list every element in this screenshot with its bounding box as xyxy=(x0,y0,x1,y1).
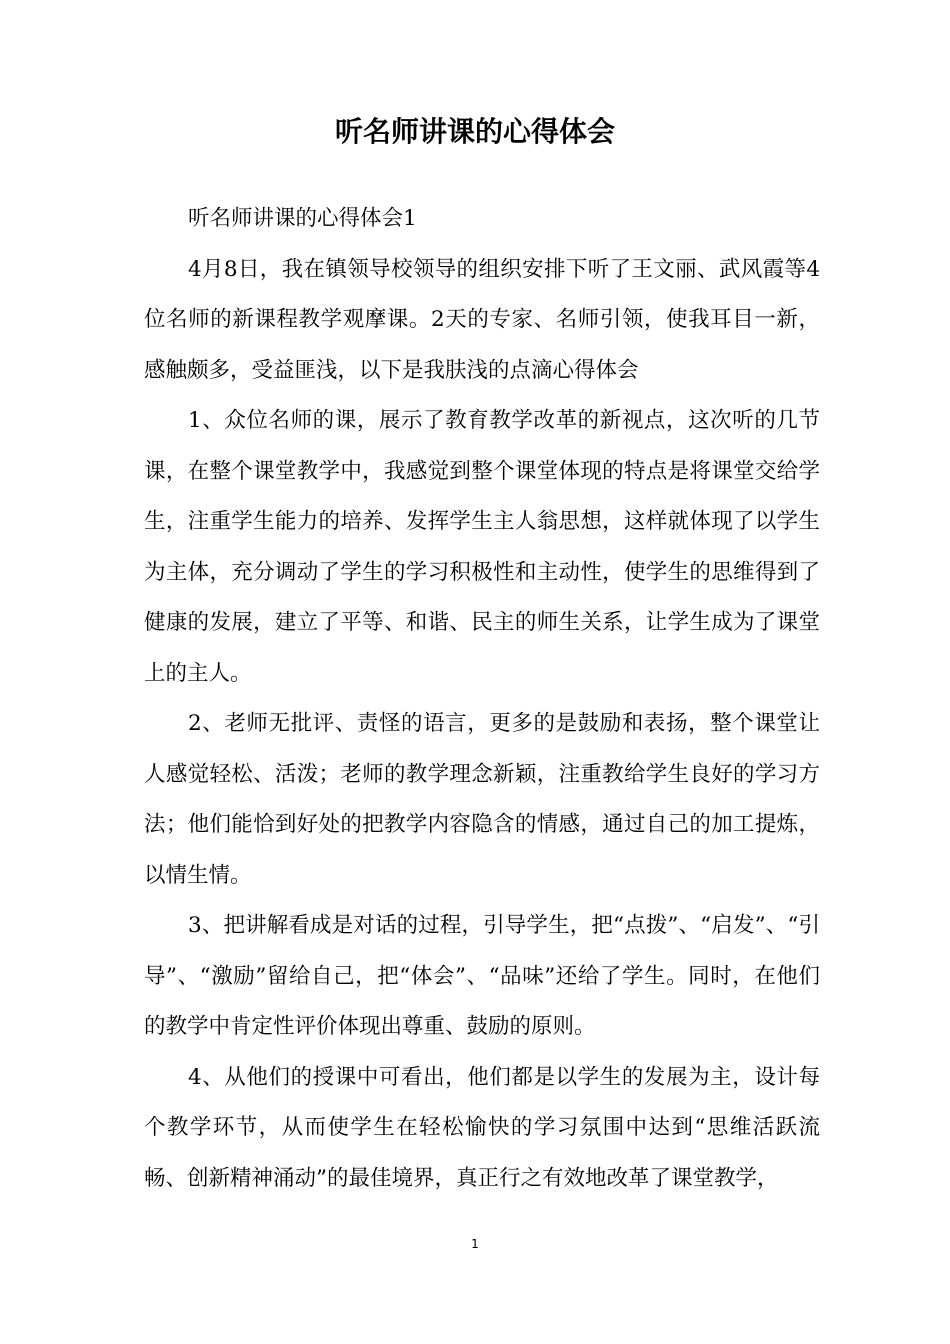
paragraph-point-2: 2、老师无批评、责怪的语言，更多的是鼓励和表扬，整个课堂让人感觉轻松、活泼；老师的教学理念新颖，注重教给学生良好的学习方法；他们能恰到好处的把教学内容隐含的情感，通过自己的加工提炼，以情生情。 xyxy=(144,711,820,888)
document-body xyxy=(144,194,820,1204)
section-heading: 听名师讲课的心得体会1 xyxy=(188,206,417,231)
paragraph-point-1: 1、众位名师的课，展示了教育教学改革的新视点，这次听的几节课，在整个课堂教学中，我感觉到整个课堂体现的特点是将课堂交给学生，注重学生能力的培养、发挥学生主人翁思想，这样就体现了以学生为主体，充分调动了学生的学习积极性和主动性，使学生的思维得到了健康的发展，建立了平等、和谐、民主的师生关系，让学生成为了课堂上的主人。 xyxy=(144,408,820,686)
paragraph-point-4: 4、从他们的授课中可看出，他们都是以学生的发展为主，设计每个教学环节，从而使学生在轻松愉快的学习氛围中达到“思维活跃流畅、创新精神涌动”的最佳境界，真正行之有效地改革了课堂教学， xyxy=(144,1064,820,1191)
paragraph-point-3: 3、把讲解看成是对话的过程，引导学生，把“点拨”、“启发”、“引导”、“激励”留给自己，把“体会”、“品味”还给了学生。同时，在他们的教学中肯定性评价体现出尊重、鼓励的原则。 xyxy=(144,913,820,1039)
page-number: 1 xyxy=(471,1237,479,1251)
document-title: 听名师讲课的心得体会 xyxy=(334,115,615,148)
paragraph-intro: 4月8日，我在镇领导校领导的组织安排下听了王文丽、武风霞等4位名师的新课程教学观摩课。2天的专家、名师引领，使我耳目一新，感触颇多，受益匪浅，以下是我肤浅的点滴心得体会 xyxy=(144,256,820,383)
